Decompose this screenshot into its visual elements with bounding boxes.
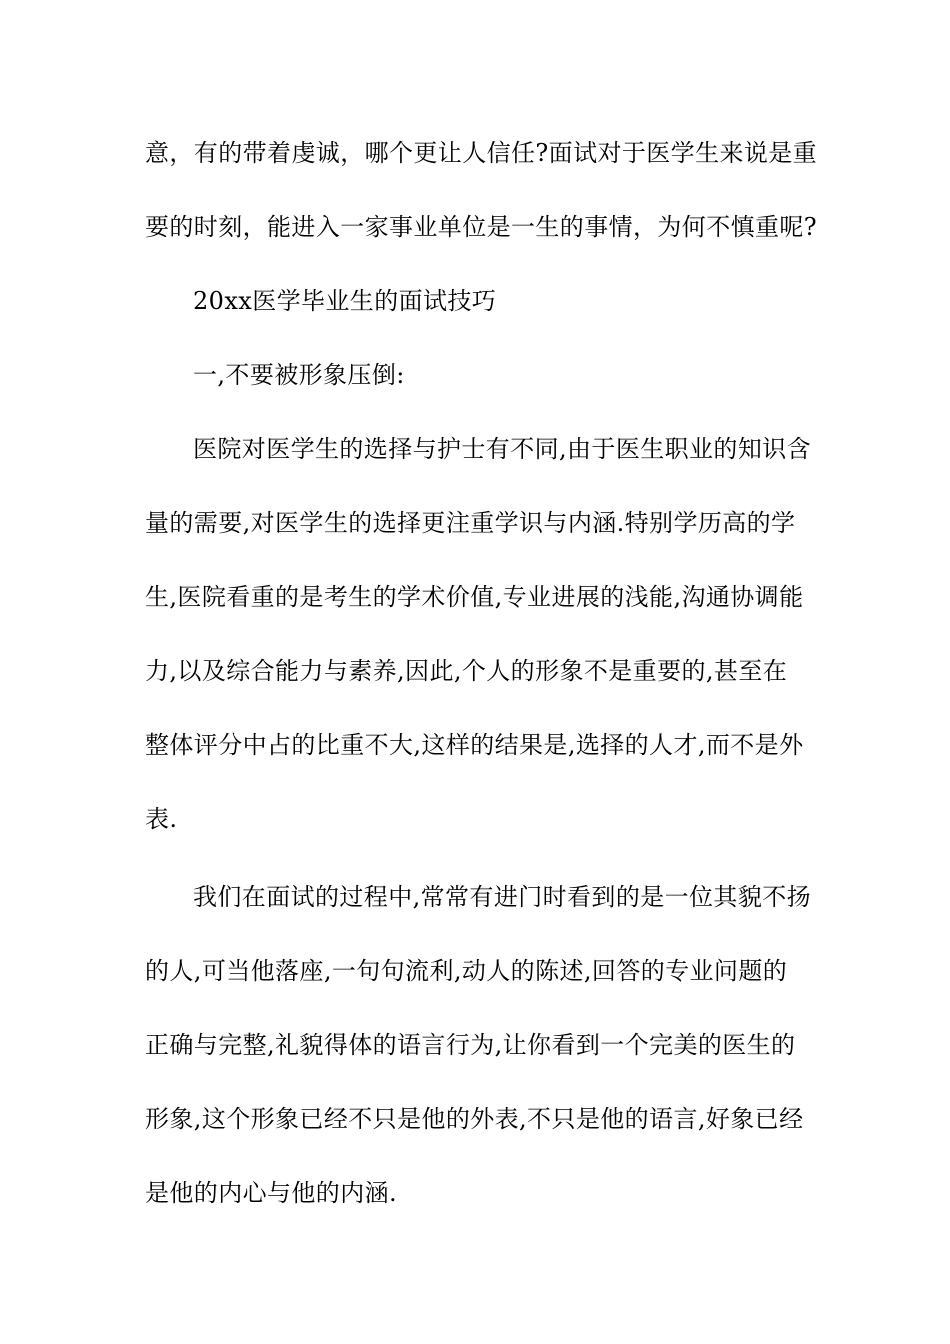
- text-line: 整体评分中占的比重不大,这样的结果是,选择的人才,而不是外: [145, 731, 804, 759]
- text-line: 形象,这个形象已经不只是他的外表,不只是他的语言,好象已经: [145, 1105, 804, 1133]
- text-line: 意，有的带着虔诚，哪个更让人信任?面试对于医学生来说是重: [145, 139, 818, 167]
- text-line: 我们在面试的过程中,常常有进门时看到的是一位其貌不扬: [193, 883, 812, 911]
- text-line: 的人,可当他落座,一句句流利,动人的陈述,回答的专业问题的: [145, 957, 788, 985]
- text-line: 正确与完整,礼貌得体的语言行为,让你看到一个完美的医生的: [145, 1031, 796, 1059]
- subheading: 一,不要被形象压倒:: [193, 361, 405, 389]
- text-line: 生,医院看重的是考生的学术价值,专业进展的浅能,沟通协调能: [145, 583, 804, 611]
- text-line: 医院对医学生的选择与护士有不同,由于医生职业的知识含: [193, 435, 812, 463]
- text-line: 是他的内心与他的内涵.: [145, 1179, 398, 1207]
- text-line: 量的需要,对医学生的选择更注重学识与内涵.特别学历高的学: [145, 509, 796, 537]
- text-line: 表.: [145, 805, 178, 833]
- text-line: 力,以及综合能力与素养,因此,个人的形象不是重要的,甚至在: [145, 657, 788, 685]
- section-title: 20xx医学毕业生的面试技巧: [193, 287, 497, 315]
- text-line: 要的时刻，能进入一家事业单位是一生的事情，为何不慎重呢?: [145, 213, 818, 241]
